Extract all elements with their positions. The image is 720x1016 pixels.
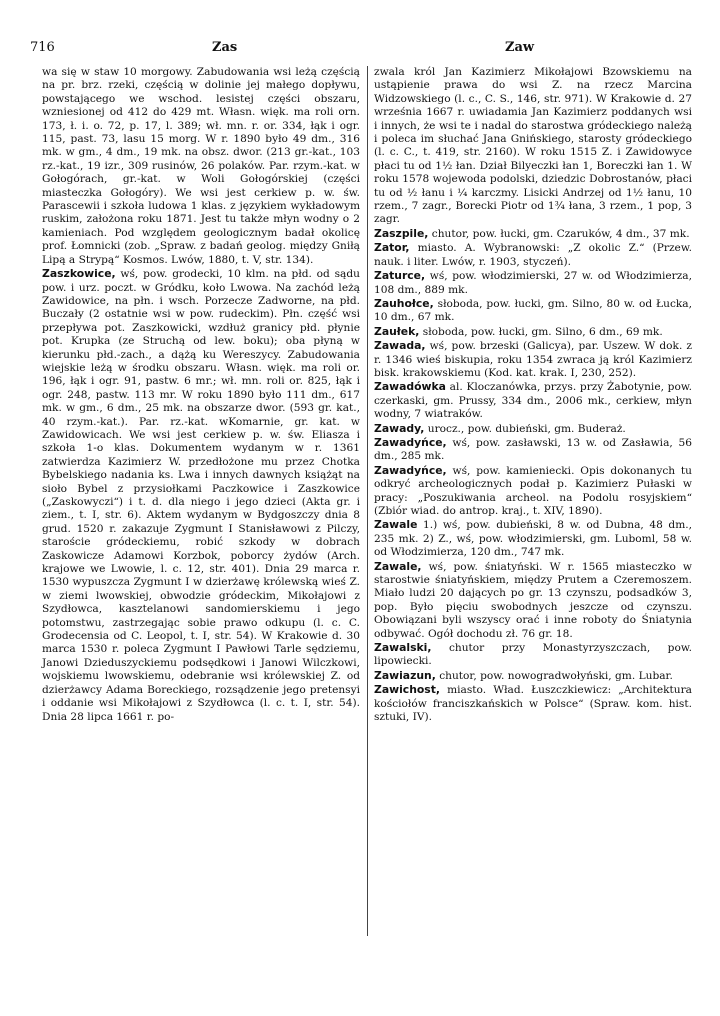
entry-headword: Zawale, bbox=[374, 559, 422, 573]
page-number: 716 bbox=[30, 40, 55, 55]
page-header bbox=[30, 40, 690, 58]
entry-text: chutor, pow. nowogradwołyński, gm. Lubar. bbox=[439, 669, 673, 682]
entry-headword: Zawalski, bbox=[374, 641, 432, 655]
dictionary-entry bbox=[42, 267, 360, 724]
entry-headword: Zaułek, bbox=[374, 324, 420, 338]
entry-text: słoboda, pow. łucki, gm. Silno, 6 dm., 69 mk. bbox=[422, 325, 663, 338]
entry-text: miasto. Wład. Łuszczkiewicz: „Architektura kościołów franciszkańskich w Polsce“ (Spraw. kom. hist. sztuki, IV). bbox=[374, 684, 692, 724]
dictionary-entry bbox=[374, 669, 692, 683]
entry-text: słoboda, pow. łucki, gm. Silno, 80 w. od Łucka, 10 dm., 67 mk. bbox=[374, 297, 692, 324]
dictionary-entry bbox=[374, 241, 692, 269]
entry-headword: Zaszpile, bbox=[374, 226, 429, 240]
dictionary-entry bbox=[374, 66, 692, 227]
entry-text: 1.) wś, pow. dubieński, 8 w. od Dubna, 48 dm., 235 mk. 2) Z., wś, pow. włodzimierski, gm. Luboml, 58 w. od Włodzimierza, 120 dm., 747 mk. bbox=[374, 519, 692, 559]
entry-headword: Zator, bbox=[374, 241, 410, 255]
entry-headword: Zawada, bbox=[374, 339, 426, 353]
entry-text: wa się w staw 10 morgowy. Zabudowania wsi leżą częścią na pr. brz. rzeki, częścią w dolinie jej małego dopływu, powstającego we wschod. lesistej części obszaru, wzniesionej od 412 do 429 mt. Własn. więk. ma roli orn. 173, ł. i. o. 72, p. 17, l. 389; wł. mn. r. or. 334, łąk i ogr. 115, past. 73, lasu 15 morg. W r. 1890 było 49 dm., 316 mk. w gm., 4 dm., 19 mk. na obsz. dwor. (213 gr.-kat., 103 rz.-kat., 19 izr., 309 rusinów, 26 polaków. Par. rzym.-kat. w Gołogórach, gr.-kat. w Woli Gołogórskiej (części miasteczka Gołogóry). We wsi jest cerkiew p. w. św. Parascewii i szkoła ludowa 1 klas. z językiem wykładowym ruskim, założona roku 1871. Jest tu także młyn wodny o 2 kamieniach. Pod względem geologicznym badał okolicę prof. Łomnicki (zob. „Spraw. z badań geolog. między Gniłą Lipą a Strypą“ Kosmos. Lwów, 1880, t. V, str. 134). bbox=[42, 66, 360, 266]
entry-headword: Zawadyńce, bbox=[374, 463, 447, 477]
entry-headword: Zawale bbox=[374, 518, 418, 532]
entry-headword: Zawichost, bbox=[374, 683, 440, 697]
entry-headword: Zawadyńce, bbox=[374, 435, 447, 449]
dictionary-entry bbox=[374, 269, 692, 297]
entry-text: urocz., pow. dubieński, gm. Buderaż. bbox=[427, 422, 626, 435]
entry-text: wś, pow. kamieniecki. Opis dokonanych tu odkryć archeologicznych podał p. Kazimierz Pułaski w pracy: „Poszukiwania archeol. na Podolu rosyjskiem“ (Zbiór wiad. do antrop. kraj., t. XIV, 1890). bbox=[374, 464, 693, 517]
entry-text: wś, pow. brzeski (Galicya), par. Uszew. W dok. z r. 1346 wieś biskupia, roku 1354 zwraca ją król Kazimierz bisk. krakowskiemu (Kod. kat. krak. I, 230, 252). bbox=[374, 340, 693, 379]
dictionary-entry bbox=[374, 297, 692, 325]
column-divider bbox=[367, 66, 368, 936]
entry-text: wś, pow. włodzimierski, 27 w. od Włodzimierza, 108 dm., 889 mk. bbox=[374, 270, 692, 296]
dictionary-entry bbox=[374, 422, 692, 436]
entry-text: wś, pow. zasławski, 13 w. od Zasławia, 56 dm., 285 mk. bbox=[374, 436, 692, 463]
running-headword-right: Zaw bbox=[505, 40, 535, 55]
dictionary-entry bbox=[374, 325, 692, 339]
entry-text: miasto. A. Wybranowski: „Z okolic Z.“ (Przew. nauk. i liter. Lwów, r. 1903, styczeń). bbox=[374, 242, 692, 268]
dictionary-entry bbox=[374, 683, 692, 724]
left-column bbox=[42, 66, 360, 724]
dictionary-entry bbox=[374, 560, 692, 641]
entry-text: wś, pow. grodecki, 10 klm. na płd. od sądu pow. i urz. poczt. w Gródku, koło Lwowa. Na zachód leżą Zawidowice, na płn. i wsch. Porzecze Zadworne, na płd. Buczały (2 ostatnie wsi w pow. rudeckim). Płn. część wsi przepływa pot. Zaszkowicki, wzdłuż granicy płd. płynie pot. Krupka (ze Struchą od lew. boku); oba płyną w kierunku płd.-zach., a dążą ku Wereszycy. Zabudowania wiejskie leżą w środku obszaru. Własn. więk. ma roli or. 196, łąk i ogr. 91, pastw. 6 mr.; wł. mn. roli or. 825, łąk i ogr. 248, pastw. 113 mr. W roku 1890 było 111 dm., 617 mk. w gm., 6 dm., 25 mk. na obszarze dwor. (593 gr. kat., 40 rzym.-kat.). Par. rz.-kat. wKomarnie, gr. kat. w Zawidowicach. We wsi jest cerkiew p. w. św. Eliasza i szkoła 1-o klas. Dokumentem wydanym w r. 1361 zatwierdza Kazimierz W. przedłożone mu przez Chotka Bybelskiego nadania ks. Lwa i innych dawnych książąt na sioło Bybel z przysiołkami Paczkowice i Zaszkowice („Zaskowyczi“) i t. d. dla niego i jego dzieci (Akta gr. i ziem., t. I, str. 6). Aktem wydanym w Bydgoszczy dnia 8 grud. 1520 r. zakazuje Zygmunt I Stanisławowi z Pilczy, staroście gródeckiemu, robić szkody w dobrach Zaskowicze Adamowi Korzbok, poborcy żydów (Arch. krajowe we Lwowie, l. c. 12, str. 401). Dnia 29 marca r. 1530 wypuszcza Zygmunt I w dzierżawę królewską wieś Z. w ziemi lwowskiej, obwodzie gródeckim, Mikołajowi z Szydłowca, kasztelanowi sandomierskiemu i jego potomstwu, zastrzegając sobie prawo odkupu (l. c. C. Grodecensia od C. Leopol, t. I, str. 54). W Krakowie d. 30 marca 1530 r. poleca Zygmunt I Pawłowi Tarle sędziemu, Janowi Dzieduszyckiemu podsędkowi i Janowi Wilczkowi, wojskiemu lwowskiemu, odebranie wsi królewskiej Z. od dzierżawcy Adama Boreckiego, rozsądzenie jego pretensyi i oddanie wsi Mikołajowi z Szydłowca (l. c. t. I, str. 54). Dnia 28 lipca 1661 r. po- bbox=[42, 268, 360, 723]
entry-headword: Zawadówka bbox=[374, 380, 446, 394]
right-column bbox=[374, 66, 692, 725]
dictionary-entry bbox=[374, 339, 692, 380]
dictionary-entry bbox=[374, 380, 692, 421]
entry-headword: Zauhołce, bbox=[374, 296, 434, 310]
entry-text: al. Kloczanówka, przys. przy Żabotynie, pow. czerkaski, gm. Prussy, 334 dm., 2006 mk., cerkiew, młyn wodny, 7 wiatraków. bbox=[374, 381, 692, 421]
dictionary-entry bbox=[374, 227, 692, 241]
dictionary-entry bbox=[374, 641, 692, 669]
dictionary-entry bbox=[42, 66, 360, 267]
entry-text: wś, pow. śniatyński. W r. 1565 miasteczko w starostwie śniatyńskiem, między Prutem a Czeremoszem. Miało ludzi 20 dających po gr. 13 czynszu, podsadków 3, pop. Było pięciu swobodnych jeszcze od czynszu. Obowiązani byli wszyscy orać i inne roboty do Śniatynia odbywać. Ogół dochodu zł. 76 gr. 18. bbox=[374, 560, 692, 640]
entry-headword: Zawady, bbox=[374, 421, 425, 435]
entry-headword: Zaturce, bbox=[374, 269, 426, 283]
dictionary-entry bbox=[374, 518, 692, 559]
running-headword-left: Zas bbox=[212, 40, 238, 55]
entry-headword: Zaszkowice, bbox=[42, 267, 116, 281]
dictionary-entry bbox=[374, 464, 692, 519]
entry-text: chutor, pow. łucki, gm. Czaruków, 4 dm., 37 mk. bbox=[431, 227, 690, 240]
entry-text: chutor przy Monastyrzyszczach, pow. lipowiecki. bbox=[374, 642, 693, 668]
entry-text: zwala król Jan Kazimierz Mikołajowi Bzowskiemu na ustąpienie prawa do wsi Z. na rzecz Marcina Widzowskiego (l. c., C. S., 146, str. 971). W Krakowie d. 27 września 1667 r. uwiadamia Jan Kazimierz poddanych wsi i innych, że wsi te i nadal do starostwa gródeckiego należą i poleca im słuchać Jana Gnińskiego, starosty gródeckiego (l. c. C., t. 419, str. 2160). W roku 1515 Z. i Zawidowyce płaci tu od 1½ łan. Dział Bilyeczki łan 1, Boreczki łan 1. W roku 1578 wojewoda podolski, dziedzic Dobrostanów, płaci tu od ½ łanu i ¼ karczmy. Lisicki Andrzej od 1½ łanu, 10 rzem., 7 zagr., Borecki Piotr od 1¾ łana, 3 rzem., 1 pop, 3 zagr. bbox=[374, 66, 692, 226]
dictionary-entry bbox=[374, 436, 692, 464]
entry-headword: Zawiazun, bbox=[374, 668, 436, 682]
